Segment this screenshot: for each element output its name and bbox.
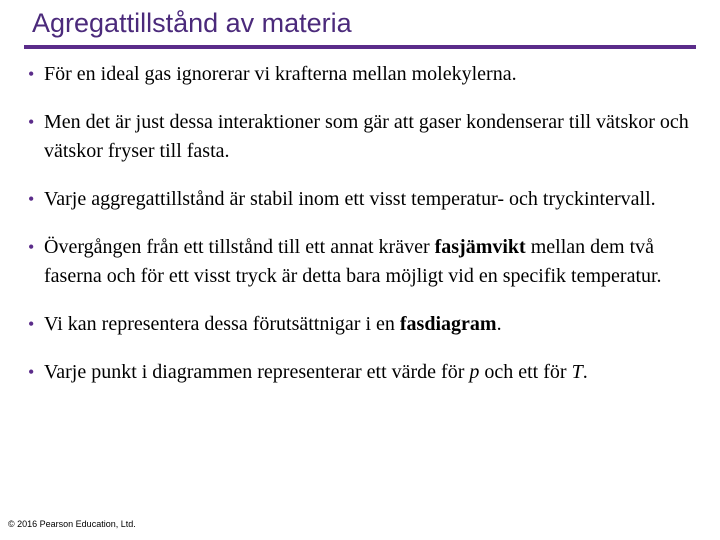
bullet-icon: • [28, 189, 35, 209]
bullet-text [44, 236, 662, 287]
bold-term-fasjamvikt: fasjämvikt [434, 236, 526, 258]
bullet-text [44, 361, 588, 383]
bullet-icon: • [28, 362, 35, 382]
bullet-text-part: och ett för [479, 361, 572, 383]
bullet-text-part: . [496, 313, 502, 335]
bullet-text-part: Vi kan representera dessa förutsättnigar i en [44, 313, 400, 335]
bullet-item [24, 358, 704, 387]
bullet-text-part: . [582, 361, 588, 383]
bullet-item [24, 60, 704, 89]
title-underline [24, 45, 696, 49]
bullet-text: För en ideal gas ignorerar vi krafterna mellan molekylerna. [44, 63, 517, 85]
bullet-item [24, 108, 704, 166]
bullet-item [24, 185, 704, 214]
bullet-icon: • [28, 112, 35, 132]
bullet-icon: • [28, 314, 35, 334]
variable-t: T [571, 361, 583, 383]
copyright-footer: © 2016 Pearson Education, Ltd. [8, 519, 136, 529]
slide-title: Agregattillstånd av materia [32, 8, 352, 38]
bullet-text-part: mellan dem två faserna och för ett visst tryck är detta bara möjligt vid en specifik temperatur. [44, 236, 662, 287]
bullet-text: Varje aggregattillstånd är stabil inom ett visst temperatur- och tryckintervall. [44, 188, 656, 210]
bullet-icon: • [28, 237, 35, 257]
bullet-text-part: Varje punkt i diagrammen representerar ett värde för [44, 361, 470, 383]
bold-term-fasdiagram: fasdiagram [399, 313, 497, 335]
bullet-item [24, 233, 704, 291]
bullet-item [24, 310, 704, 339]
bullet-icon: • [28, 64, 35, 84]
bullet-list [24, 60, 704, 387]
bullet-text: Men det är just dessa interaktioner som gär att gaser kondenserar till vätskor och vätskor fryser till fasta. [44, 111, 689, 162]
bullet-text [44, 313, 502, 335]
variable-p: p [469, 361, 480, 383]
bullet-text-part: Övergången från ett tillstånd till ett annat kräver [44, 236, 435, 258]
